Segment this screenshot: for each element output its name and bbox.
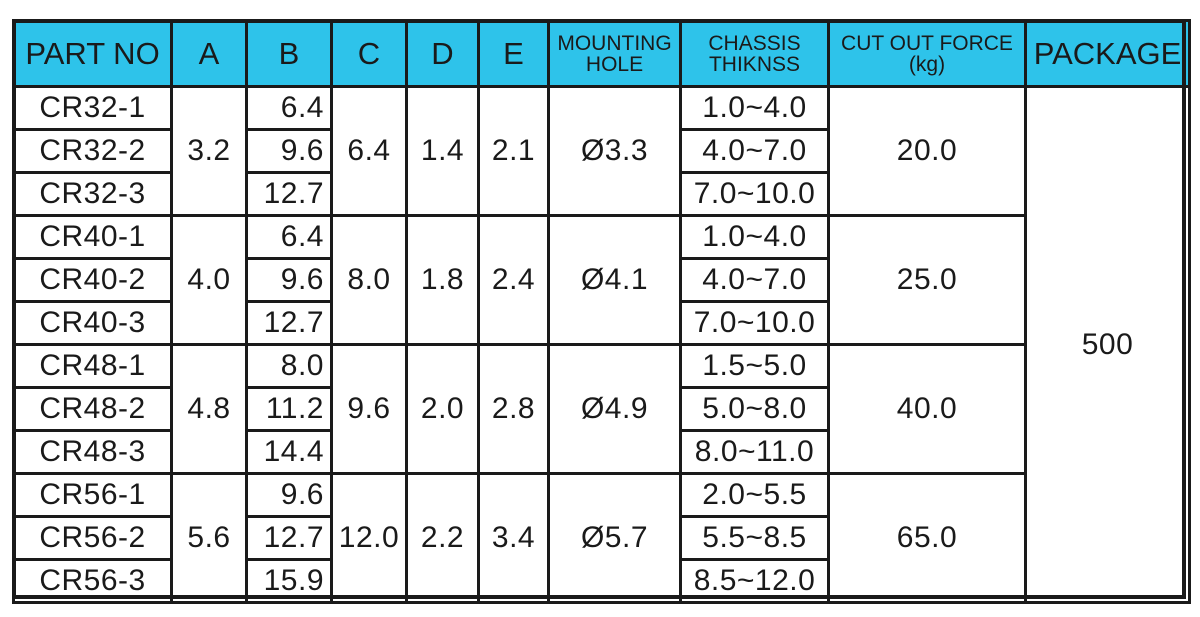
chassis-thickness: 8.5~12.0 xyxy=(681,560,829,603)
dim-b: 14.4 xyxy=(247,431,332,474)
mounting-hole: Ø5.7 xyxy=(549,474,681,603)
part-number: CR56-3 xyxy=(14,560,172,603)
mounting-hole: Ø4.9 xyxy=(549,345,681,474)
dim-e: 2.1 xyxy=(479,87,549,216)
header-chassis-line1: CHASSIS xyxy=(708,31,801,55)
dim-a: 5.6 xyxy=(172,474,247,603)
header-a: A xyxy=(172,21,247,87)
header-row xyxy=(14,21,1190,87)
dim-c: 6.4 xyxy=(332,87,407,216)
dim-b: 9.6 xyxy=(247,474,332,517)
part-number: CR40-3 xyxy=(14,302,172,345)
part-number: CR56-1 xyxy=(14,474,172,517)
header-cut-out-force xyxy=(829,21,1026,87)
spec-table xyxy=(12,19,1191,604)
part-number: CR56-2 xyxy=(14,517,172,560)
mounting-hole: Ø3.3 xyxy=(549,87,681,216)
mounting-hole: Ø4.1 xyxy=(549,216,681,345)
dim-b: 15.9 xyxy=(247,560,332,603)
dim-c: 8.0 xyxy=(332,216,407,345)
dim-b: 6.4 xyxy=(247,87,332,130)
dim-c: 12.0 xyxy=(332,474,407,603)
chassis-thickness: 1.0~4.0 xyxy=(681,216,829,259)
part-number: CR40-1 xyxy=(14,216,172,259)
part-number: CR48-3 xyxy=(14,431,172,474)
part-number: CR32-2 xyxy=(14,130,172,173)
table-row xyxy=(14,345,1190,388)
header-e: E xyxy=(479,21,549,87)
chassis-thickness: 5.5~8.5 xyxy=(681,517,829,560)
table-row xyxy=(14,216,1190,259)
dim-a: 4.0 xyxy=(172,216,247,345)
chassis-thickness: 4.0~7.0 xyxy=(681,259,829,302)
header-part-no: PART NO xyxy=(14,21,172,87)
dim-e: 2.4 xyxy=(479,216,549,345)
dim-b: 9.6 xyxy=(247,259,332,302)
header-b: B xyxy=(247,21,332,87)
chassis-thickness: 7.0~10.0 xyxy=(681,302,829,345)
header-chassis-thickness xyxy=(681,21,829,87)
dim-b: 9.6 xyxy=(247,130,332,173)
dim-c: 9.6 xyxy=(332,345,407,474)
dim-b: 8.0 xyxy=(247,345,332,388)
dim-e: 2.8 xyxy=(479,345,549,474)
dim-b: 12.7 xyxy=(247,517,332,560)
package-value: 500 xyxy=(1026,87,1190,603)
dim-d: 2.2 xyxy=(407,474,479,603)
chassis-thickness: 8.0~11.0 xyxy=(681,431,829,474)
part-number: CR32-1 xyxy=(14,87,172,130)
cut-out-force: 40.0 xyxy=(829,345,1026,474)
dim-d: 1.8 xyxy=(407,216,479,345)
dim-d: 2.0 xyxy=(407,345,479,474)
chassis-thickness: 1.0~4.0 xyxy=(681,87,829,130)
dim-b: 12.7 xyxy=(247,302,332,345)
cut-out-force: 65.0 xyxy=(829,474,1026,603)
header-mounting-hole-line1: MOUNTING xyxy=(557,31,672,55)
table-row xyxy=(14,87,1190,130)
header-cut-out-force-line2: (kg) xyxy=(908,52,946,76)
header-cut-out-force-line1: CUT OUT FORCE xyxy=(841,31,1013,55)
chassis-thickness: 2.0~5.5 xyxy=(681,474,829,517)
dim-a: 3.2 xyxy=(172,87,247,216)
cut-out-force: 25.0 xyxy=(829,216,1026,345)
header-mounting-hole-line2: HOLE xyxy=(585,52,644,76)
part-number: CR48-1 xyxy=(14,345,172,388)
header-c: C xyxy=(332,21,407,87)
header-d: D xyxy=(407,21,479,87)
header-mounting-hole xyxy=(549,21,681,87)
part-number: CR32-3 xyxy=(14,173,172,216)
cut-out-force: 20.0 xyxy=(829,87,1026,216)
dim-b: 12.7 xyxy=(247,173,332,216)
header-chassis-line2: THIKNSS xyxy=(708,52,800,76)
dim-b: 6.4 xyxy=(247,216,332,259)
dim-d: 1.4 xyxy=(407,87,479,216)
chassis-thickness: 5.0~8.0 xyxy=(681,388,829,431)
header-package: PACKAGE xyxy=(1026,21,1190,87)
part-number: CR40-2 xyxy=(14,259,172,302)
table-row xyxy=(14,474,1190,517)
chassis-thickness: 7.0~10.0 xyxy=(681,173,829,216)
dim-a: 4.8 xyxy=(172,345,247,474)
chassis-thickness: 4.0~7.0 xyxy=(681,130,829,173)
part-number: CR48-2 xyxy=(14,388,172,431)
dim-e: 3.4 xyxy=(479,474,549,603)
chassis-thickness: 1.5~5.0 xyxy=(681,345,829,388)
dim-b: 11.2 xyxy=(247,388,332,431)
